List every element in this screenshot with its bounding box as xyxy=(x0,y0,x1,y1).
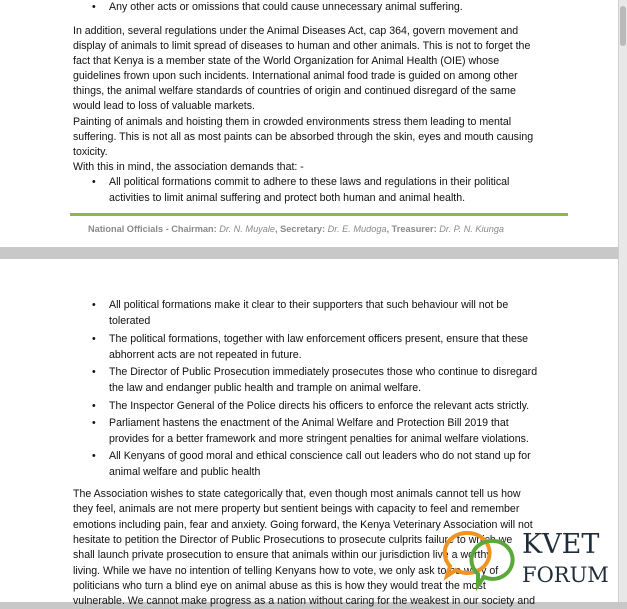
vertical-scrollbar[interactable] xyxy=(618,0,627,602)
logo-text-kvet: KVET xyxy=(522,529,600,560)
kvet-forum-logo xyxy=(442,527,617,593)
paragraph-line: shall launch private prosecution to ensure that animals within our jurisdiction live a worthy xyxy=(73,549,492,562)
paragraph-line: fact that Kenya is a member state of the World Organization for Animal Health (OIE) whose xyxy=(73,55,500,67)
paragraph-line: tolerated xyxy=(109,315,151,327)
paragraph-line: would lead to loss of valuable markets. xyxy=(73,100,255,112)
bullet-item-line: • Parliament hastens the enactment of the Animal Welfare and Protection Bill 2019 that xyxy=(109,416,509,431)
bullet-item-line: • All political formations commit to adhere to these laws and regulations in their political xyxy=(109,175,509,190)
paragraph-line: the law and endanger public health and trample on animal welfare. xyxy=(109,382,422,394)
paragraph-line: they feel, animals are not mere property but sentient beings with capacity to feel and remember xyxy=(73,503,520,516)
footer-label-secretary: , Secretary: xyxy=(275,224,326,234)
footer-label-officials: National Officials - Chairman: xyxy=(88,224,217,234)
paragraph-line: hesitate to petition the Director of Public Prosecutions to prosecute culprits failure to which we xyxy=(73,533,513,546)
footer-officials xyxy=(88,223,504,235)
bullet-item-line: • Any other acts or omissions that could cause unnecessary animal suffering. xyxy=(109,0,463,15)
scrollbar-thumb[interactable] xyxy=(620,6,626,46)
paragraph-line: Painting of animals and hoisting them in crowded environments stress them leading to mental xyxy=(73,116,512,128)
paragraph-line: living. While we have no intention of telling Kenyans how to vote, we only ask to be wary of xyxy=(73,564,499,577)
footer-secretary: Dr. E. Mudoga xyxy=(327,224,387,234)
paragraph-line: With this in mind, the association demands that: - xyxy=(73,161,304,173)
bullet-item-line: • The Inspector General of the Police directs his officers to enforce the relevant acts strictly. xyxy=(109,399,529,414)
paragraph-line: animal welfare and public health xyxy=(109,466,261,478)
footer-chairman: Dr. N. Muyale xyxy=(219,224,276,234)
paragraph-line: activities to limit animal suffering and protect both human and animal health. xyxy=(109,192,466,204)
bullet-item-line: • All Kenyans of good moral and ethical conscience call out leaders who do not stand up for xyxy=(109,449,531,464)
logo-text-forum: FORUM xyxy=(522,563,609,587)
footer-treasurer: Dr. P. N. Kiunga xyxy=(439,224,505,234)
paragraph-line: vulnerable. We cannot make progress as a nation without caring for the weakest in our society and xyxy=(73,595,536,608)
bullet-item-line: • The political formations, together with law enforcement officers present, ensure that these xyxy=(109,332,528,347)
paragraph-line: politicians who turn a blind eye on animal abuse as this is how they would treat the most xyxy=(73,579,486,592)
bullet-item-line: • All political formations make it clear to their supporters that such behaviour will not be xyxy=(109,298,508,313)
paragraph-line: things, the animal welfare standards of countries of origin and continued disregard of the same xyxy=(73,85,516,97)
footer-label-treasurer: , Treasurer: xyxy=(386,224,437,234)
paragraph-line: guidelines frown upon such incidents. International animal food trade is guided on among other xyxy=(73,70,518,82)
paragraph-line: provides for a better framework and more stringent penalties for animal welfare violations. xyxy=(109,432,529,445)
bullet-item-line: • The Director of Public Prosecution immediately prosecutes those who continue to disregard xyxy=(109,365,537,380)
paragraph-line: display of animals to limit spread of diseases to human and other animals. This is not to forget the xyxy=(73,40,531,52)
paragraph-line: The Association wishes to state categorically that, even though most animals cannot tell us how xyxy=(73,488,521,500)
document-page-1 xyxy=(0,0,618,247)
paragraph-line: emotions including pain, fear and anxiety. Going forward, the Kenya Veterinary Association will not xyxy=(73,518,533,531)
paragraph-line: In addition, several regulations under the Animal Diseases Act, cap 364, govern movement and xyxy=(73,25,519,37)
paragraph-line: abhorrent acts are not repeated in future. xyxy=(109,348,302,361)
footer-divider xyxy=(70,213,568,216)
paragraph-line: toxicity. xyxy=(73,146,108,158)
paragraph-line: suffering. This is not all as most paints can be absorbed through the skin, eyes and mouth causing xyxy=(73,131,534,143)
